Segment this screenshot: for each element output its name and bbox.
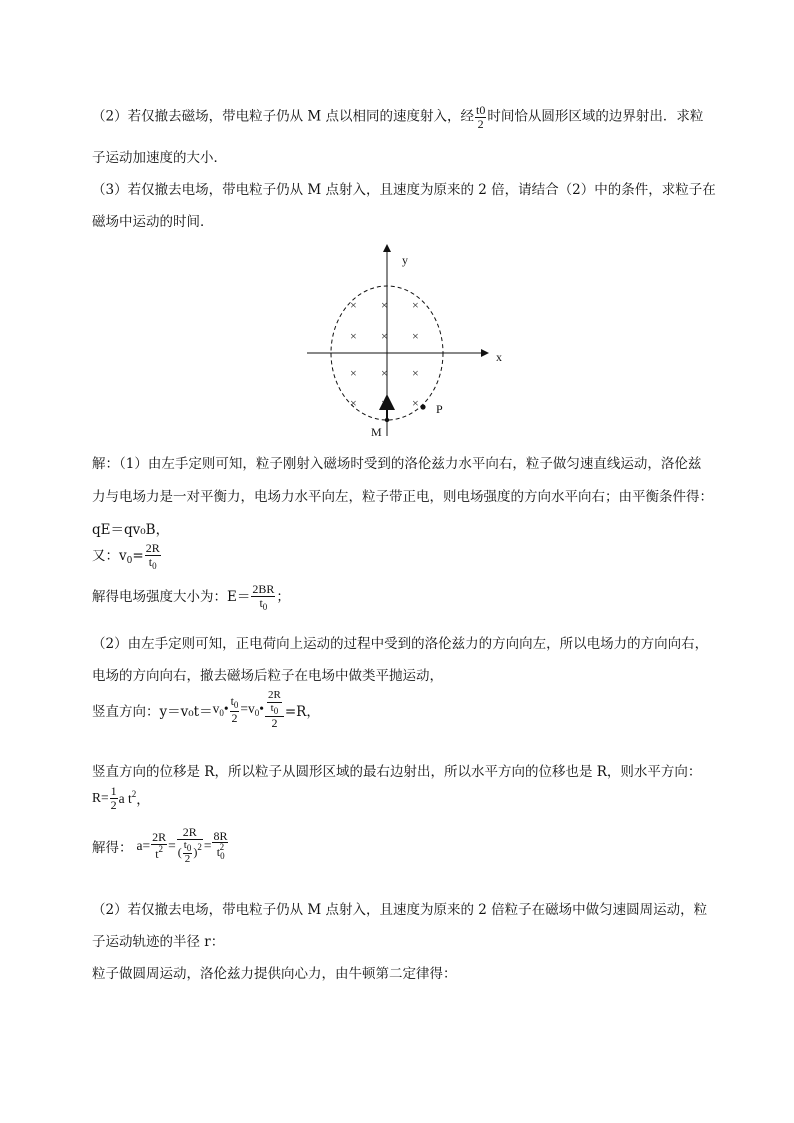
point-m-label: M — [371, 425, 382, 438]
a-frac-3: $\frac{8R}{t_0^2}$ — [213, 828, 228, 862]
half-den: 2 — [110, 797, 117, 812]
a-frac-1: $\frac{2R}{t^2}$ — [152, 830, 167, 861]
v0-fraction: $\frac{2R}{t_0}$ — [145, 541, 160, 571]
a-frac-2: 2R ( $\frac{t_0}{2}$ )$^2$ — [177, 825, 202, 866]
question-2-line1 — [92, 104, 703, 130]
solution-1-line1: 解：（1）由左手定则可知，粒子刚射入磁场时受到的洛伦兹力水平向右，粒子做匀速直线运动，洛伦兹 — [92, 456, 702, 472]
a-frac-2-num: 2R — [177, 826, 203, 840]
field-cross: × — [412, 298, 419, 312]
field-cross: × — [350, 366, 357, 380]
vertical-prefix: 竖直方向：y＝v₀t＝ — [92, 703, 213, 720]
a-frac-1-num: 2R — [152, 830, 167, 845]
solution-2-vertical: 竖直方向：$y=v_0t=v_0•$ $\frac{t_0}{2}$ $=v_0•$ $\frac{\frac{2R}{t_0}}{2}$ =R， — [92, 689, 320, 730]
solution-1-line2: 力与电场力是一对平衡力，电场力水平向左，粒子带正电，则电场强度的方向水平向右；由平衡条件得： — [92, 489, 713, 505]
solution-3-line2: 子运动轨迹的半径 r： — [92, 934, 225, 950]
half-num: 1 — [110, 784, 117, 798]
point-p-label: P — [436, 402, 443, 416]
e-fraction: $\frac{2BR}{t_0}$ — [252, 582, 275, 612]
solution-2-line1: （2）由左手定则可知，正电荷向上运动的过程中受到的洛伦兹力的方向向左，所以电场力的方向向右， — [92, 636, 709, 652]
field-cross: × — [381, 366, 388, 380]
e-frac-den: t — [259, 595, 263, 610]
solution-1-also: 又：$v_0=$ $\frac{2R}{t_0}$ — [92, 541, 160, 571]
R-eq-suffix: ， — [136, 792, 150, 809]
field-cross: × — [350, 329, 357, 343]
field-cross: × — [381, 329, 388, 343]
field-cross: × — [412, 366, 419, 380]
point-p — [420, 404, 425, 409]
y-axis-label: y — [402, 253, 408, 267]
also-label: 又：v — [92, 548, 127, 565]
v0-frac-num: 2R — [145, 541, 160, 555]
field-cross: × — [350, 396, 357, 410]
solution-1-eq1: qE＝qv₀B， — [92, 522, 170, 538]
solve-label: 解得： — [92, 839, 133, 856]
question-3-line2: 磁场中运动的时间． — [92, 214, 214, 230]
question-2-suffix: 时间恰从圆形区域的边界射出．求粒 — [487, 108, 704, 125]
field-cross: × — [412, 396, 419, 410]
R-eq-label: R= — [92, 790, 109, 806]
a-label: a= — [136, 837, 151, 853]
result-prefix: 解得电场强度大小为：E＝ — [92, 589, 251, 606]
e-frac-num: 2BR — [252, 582, 275, 596]
question-2-prefix: （2）若仅撤去磁场，带电粒子仍从 M 点以相同的速度射入，经 — [92, 108, 474, 125]
x-axis-label: x — [496, 350, 502, 364]
at-squared: a t — [118, 791, 132, 807]
field-cross: × — [350, 298, 357, 312]
t0-over-2: $\frac{t_0}{2}$ — [230, 694, 239, 725]
field-cross: × — [381, 396, 388, 410]
v0-frac-den: t — [148, 554, 153, 569]
solution-2-solve: 解得： a= $\frac{2R}{t^2}$ = 2R ( $\frac{t_0}{2}$ )$^2$ = $\frac{8R}{t_0^2}$ — [92, 825, 228, 866]
solution-2-line3: 竖直方向的位移是 R，所以粒子从圆形区域的最右边射出，所以水平方向的位移也是 R，则水平方向： — [92, 764, 702, 780]
solution-3-line1: （2）若仅撤去电场，带电粒子仍从 M 点射入，且速度为原来的 2 倍粒子在磁场中做匀速圆周运动，粒 — [92, 902, 708, 918]
solution-1-result — [92, 583, 290, 612]
solution-2-line2: 电场的方向向右，撤去磁场后粒子在电场中做类平抛运动， — [92, 668, 443, 684]
field-diagram — [300, 238, 510, 438]
nested-fraction: $\frac{\frac{2R}{t_0}}{2}$ — [265, 690, 284, 730]
question-2-line2: 子运动加速度的大小． — [92, 150, 227, 166]
q2-time-fraction — [475, 104, 486, 130]
solution-2-R-eq: R= $\frac{1}{2}$ a $t^2$， — [92, 784, 150, 812]
solution-3-line3: 粒子做圆周运动，洛伦兹力提供向心力，由牛顿第二定律得： — [92, 966, 457, 982]
vertical-result: =R， — [284, 703, 320, 720]
q2-frac-num: t0 — [476, 103, 486, 117]
half-fraction — [110, 785, 118, 811]
result-suffix: ； — [276, 589, 290, 606]
q2-frac-den: 2 — [477, 116, 484, 131]
field-cross: × — [381, 298, 388, 312]
question-3-line1: （3）若仅撤去电场，带电粒子仍从 M 点射入，且速度为原来的 2 倍，请结合（2）中的条件，求粒子在 — [92, 182, 716, 198]
a-frac-3-num: 8R — [213, 828, 228, 843]
point-m — [385, 418, 389, 422]
field-cross: × — [412, 329, 419, 343]
